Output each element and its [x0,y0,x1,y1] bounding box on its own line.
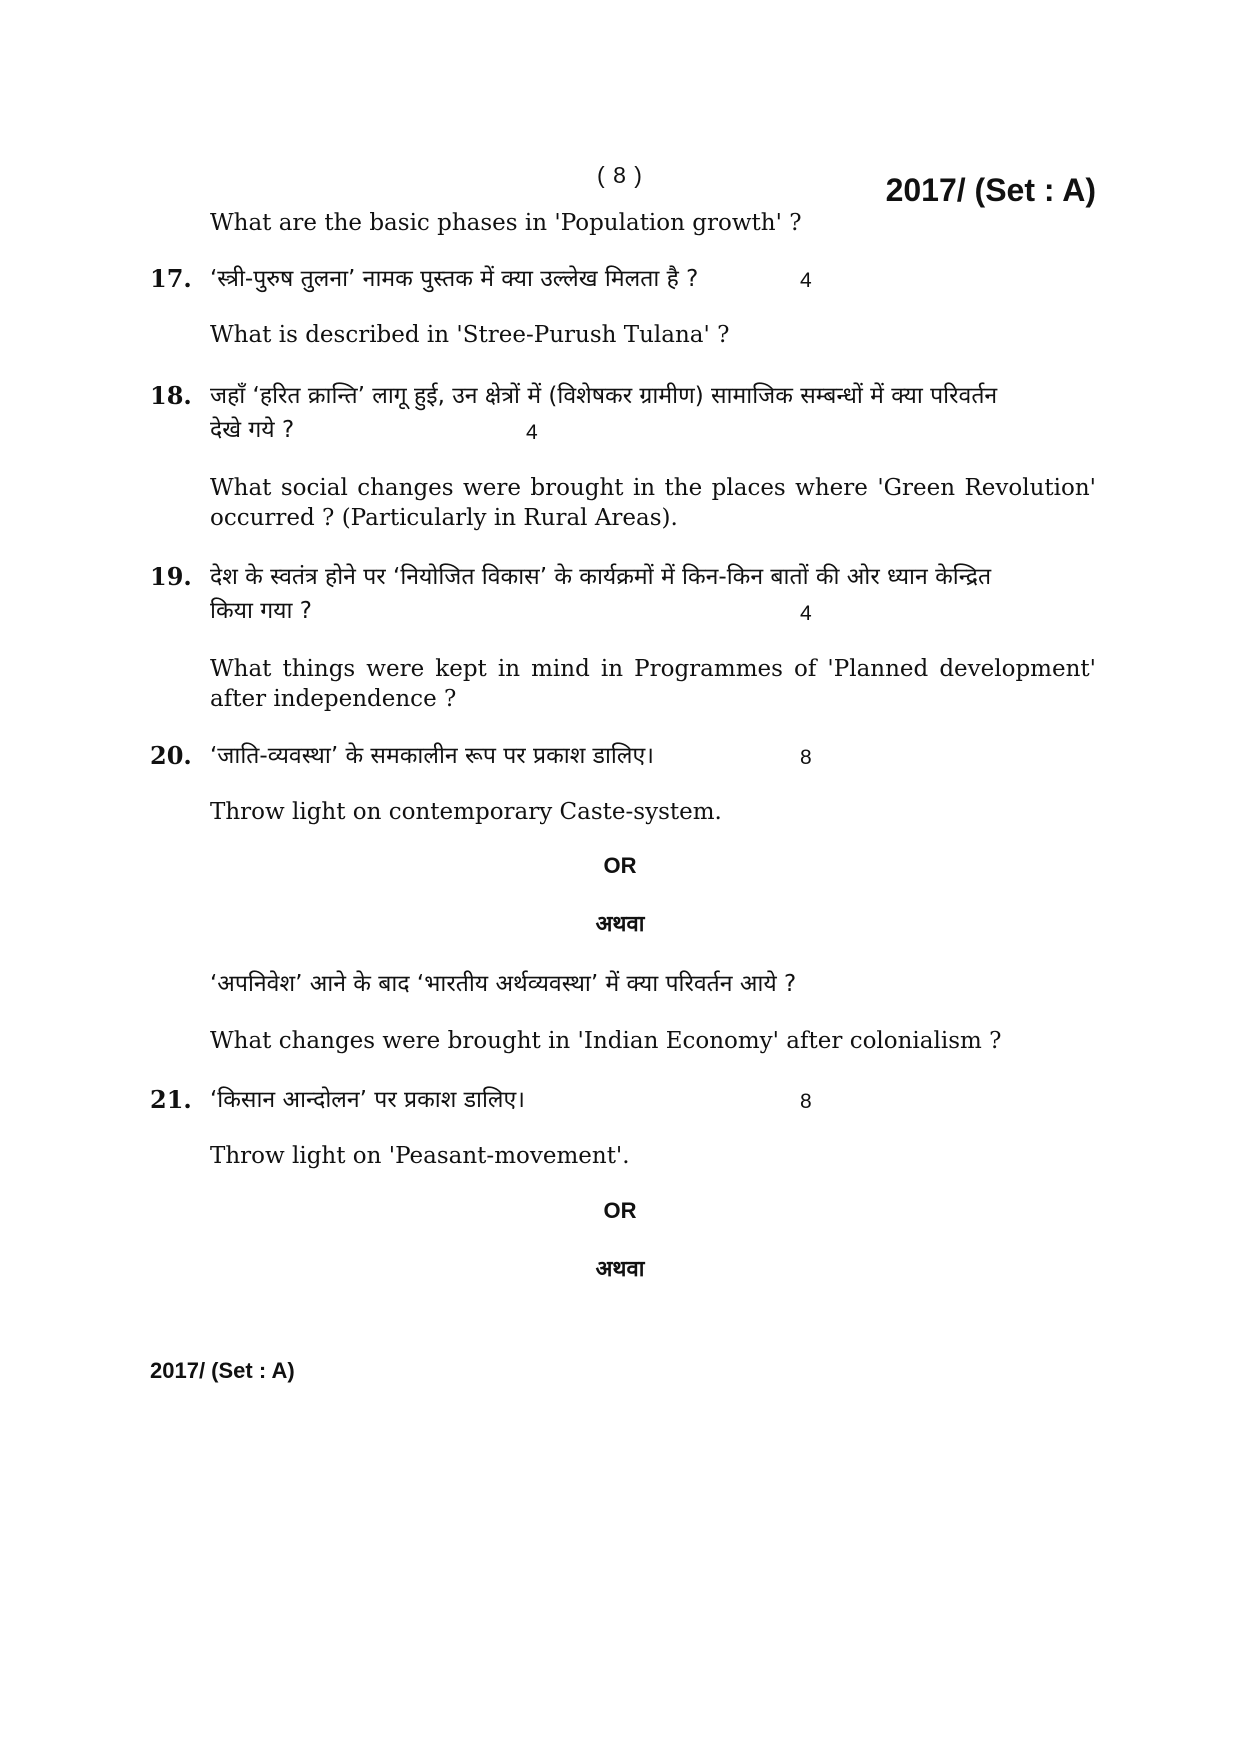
question-19-hindi-line2: किया गया ? [210,598,312,624]
set-label-footer: 2017/ (Set : A) [150,1358,295,1383]
question-20-hindi: ‘जाति-व्यवस्था’ के समकालीन रूप पर प्रकाश डालिए। [210,743,654,769]
question-21-number: 21. [150,1085,192,1114]
question-18-marks: 4 [526,421,538,444]
question-18-hindi-line1: जहाँ ‘हरित क्रान्ति’ लागू हुई, उन क्षेत्रों में (विशेषकर ग्रामीण) सामाजिक सम्बन्धों में क्या परिवर्तन [210,383,998,409]
question-21-hindi: ‘किसान आन्दोलन’ पर प्रकाश डालिए। [210,1087,525,1113]
question-18-english: What social changes were brought in the places where 'Green Revolution' occurred ? (Particularly in Rural Areas). [210,475,1096,531]
question-20-alt-english: What changes were brought in 'Indian Economy' after colonialism ? [210,1028,1002,1054]
question-17-english: What is described in 'Stree-Purush Tulana' ? [210,322,730,348]
question-19-marks: 4 [800,602,812,625]
question-18-number: 18. [150,381,192,410]
carryover-english: What are the basic phases in 'Population growth' ? [210,210,802,236]
set-label-header: 2017/ (Set : A) [885,172,1096,208]
question-20-number: 20. [150,741,192,770]
question-17-hindi: ‘स्त्री-पुरुष तुलना’ नामक पुस्तक में क्या उल्लेख मिलता है ? [210,266,699,292]
question-20-athva-label: अथवा [595,912,645,937]
question-18-hindi-line2: देखे गये ? [210,417,295,443]
question-21-athva-label: अथवा [595,1257,645,1282]
question-20-english: Throw light on contemporary Caste-system. [210,799,722,825]
question-20-or-label: OR [603,853,637,878]
question-19-hindi-line1: देश के स्वतंत्र होने पर ‘नियोजित विकास’ के कार्यक्रमों में किन-किन बातों की ओर ध्यान केन्द्रित [210,564,992,590]
question-21-or-label: OR [603,1198,637,1223]
page-number: ( 8 ) [597,162,643,188]
question-21-marks: 8 [800,1090,812,1113]
question-19-number: 19. [150,562,192,591]
question-21-english: Throw light on 'Peasant-movement'. [210,1143,630,1169]
question-17-marks: 4 [800,269,812,292]
question-19-english: What things were kept in mind in Programmes of 'Planned development' after independence ? [210,656,1096,712]
question-20-alt-hindi: ‘अपनिवेश’ आने के बाद ‘भारतीय अर्थव्यवस्था’ में क्या परिवर्तन आये ? [210,971,797,997]
question-17-number: 17. [150,264,192,293]
question-20-marks: 8 [800,746,812,769]
